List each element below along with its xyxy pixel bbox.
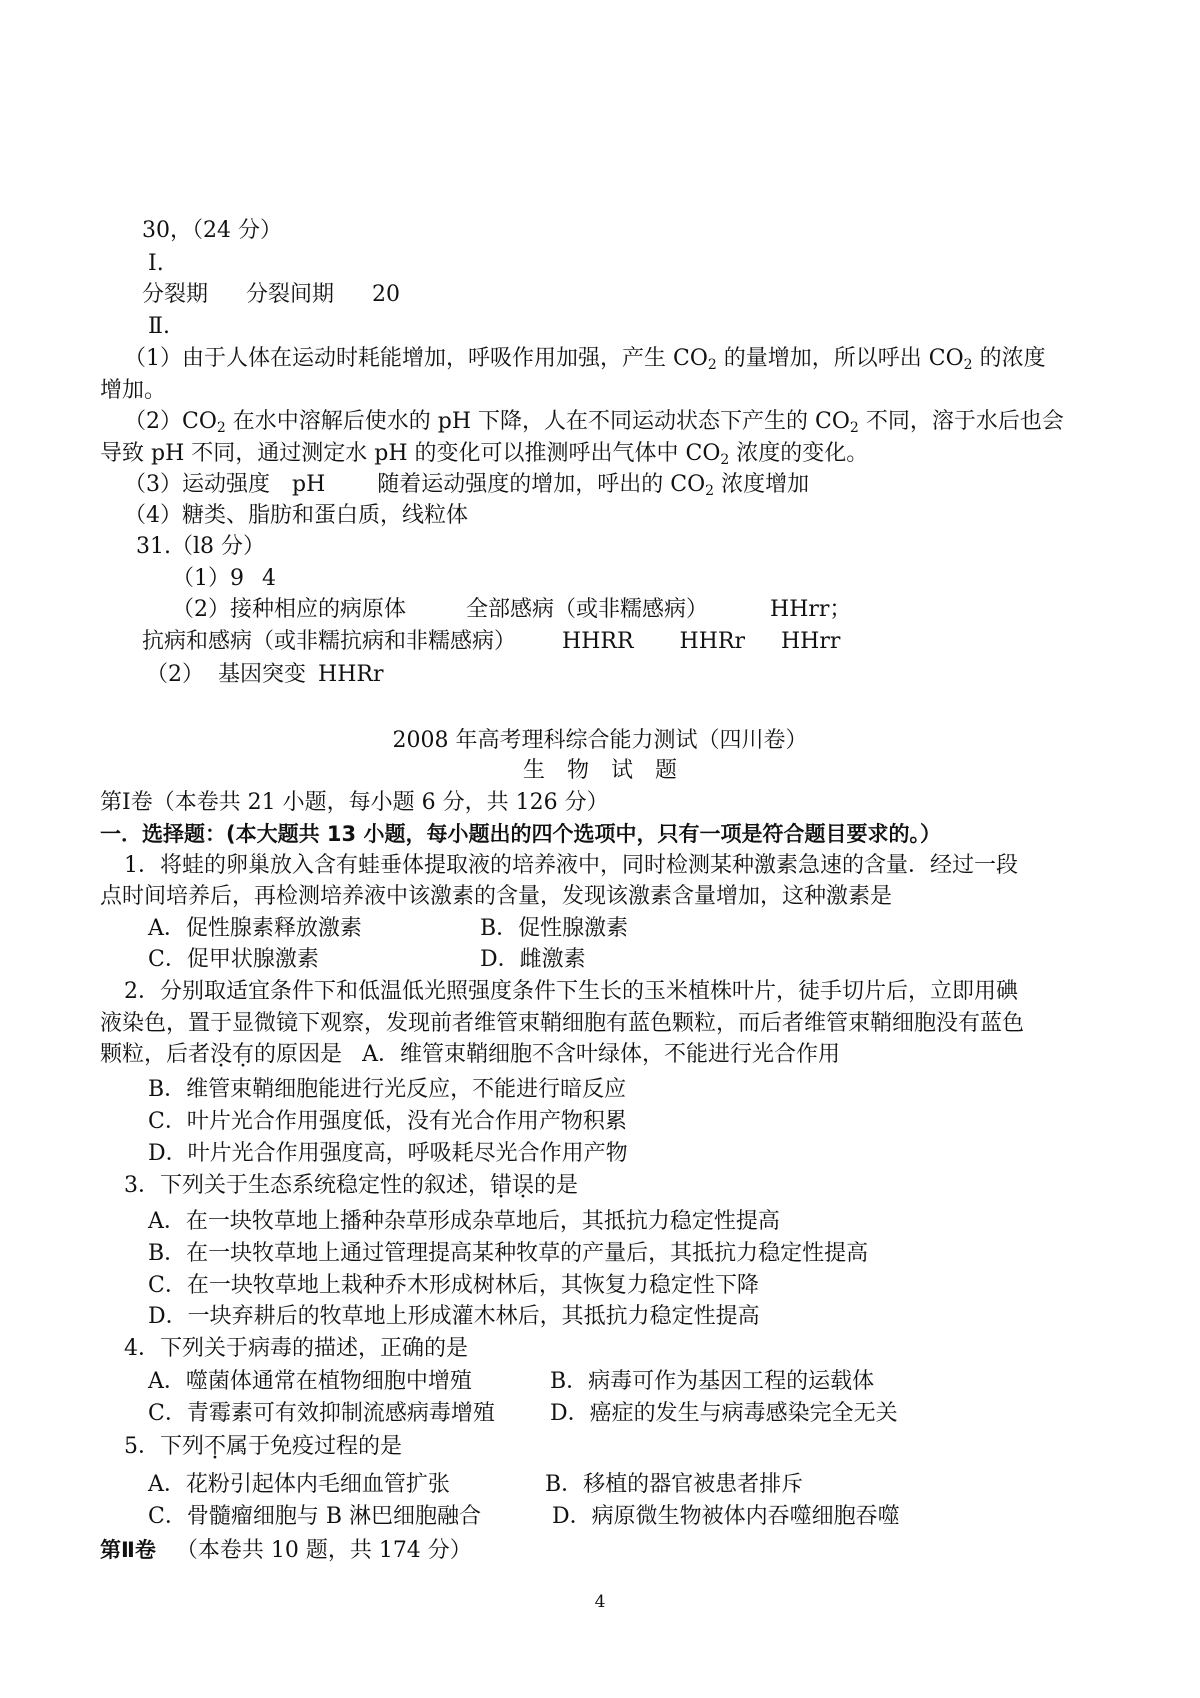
- q4-option-c: C．青霉素可有效抑制流感病毒增殖: [148, 1401, 495, 1426]
- part1-answers: [142, 281, 400, 309]
- q1-option-d: D．雌激素: [480, 947, 586, 972]
- answer-p3: （3）运动强度 pH 随着运动强度的增加，呼出的 $CO_2$ 浓度增加: [124, 472, 810, 499]
- q5-option-b: B．移植的器官被患者排斥: [545, 1472, 804, 1497]
- q4-option-b: B．病毒可作为基因工程的运载体: [550, 1369, 875, 1394]
- q2-stem: 2．分别取适宜条件下和低温低光照强度条件下生长的玉米植株叶片，徒手切片后，立即用碘: [124, 979, 1019, 1004]
- q2-option-a: A．维管束鞘细胞不含叶绿体，不能进行光合作用: [362, 1042, 840, 1067]
- emphasis-dot-char: 不: [204, 1434, 227, 1459]
- part2-label: Ⅱ.: [148, 314, 170, 339]
- part1-label: Ⅰ.: [148, 251, 164, 276]
- q1-stem-cont: 点时间培养后，再检测培养液中该激素的含量，发现该激素含量增加，这种激素是: [100, 884, 893, 909]
- q30-header: 30，（24 分）: [142, 218, 282, 243]
- section2-heading: 第Ⅱ卷 （本卷共 10 题，共 174 分）: [100, 1538, 472, 1563]
- exam-subtitle: 生 物 试 题: [522, 758, 677, 783]
- q31-answer-2: （2）接种相应的病原体 全部感病（或非糯感病） HHrr；: [172, 597, 852, 622]
- emphasis-dot-char: 误: [512, 1173, 535, 1198]
- q3-stem: 3．下列关于生态系统稳定性的叙述，错误的是: [124, 1173, 579, 1198]
- q2-option-d: D．叶片光合作用强度高，呼吸耗尽光合作用产物: [148, 1141, 628, 1166]
- q2-option-c: C．叶片光合作用强度低，没有光合作用产物积累: [148, 1109, 627, 1134]
- q5-option-d: D．病原微生物被体内吞噬细胞吞噬: [552, 1504, 900, 1529]
- answer-p2: $(2)CO_2$ 在水中溶解后使水的 pH 下降，人在不同运动状态下产生的 $CO_2$ 不同，溶于水后也会: [124, 409, 1064, 436]
- q31-header: 31.（l8 分）: [136, 534, 266, 559]
- q2-option-b: B．维管束鞘细胞能进行光反应，不能进行暗反应: [148, 1077, 627, 1102]
- q4-option-a: A．噬菌体通常在植物细胞中增殖: [148, 1369, 472, 1394]
- q31-answer-1: （1）9 4: [172, 566, 276, 591]
- emphasis-dot-char: 没: [210, 1042, 233, 1067]
- section1-heading: 第Ⅰ卷（本卷共 21 小题，每小题 6 分，共 126 分）: [100, 790, 609, 815]
- exam-title: 2008 年高考理科综合能力测试（四川卷）: [392, 728, 808, 753]
- answer-item: 分裂间期: [246, 282, 335, 307]
- q4-stem: 4．下列关于病毒的描述，正确的是: [124, 1336, 468, 1361]
- q5-stem: 5．下列不属于免疫过程的是: [124, 1434, 403, 1459]
- answer-p2-cont: 导致 pH 不同，通过测定水 pH 的变化可以推测呼出气体中 $CO_2$ 浓度的变化。: [100, 441, 869, 468]
- section2-label: 第Ⅱ卷: [100, 1538, 156, 1562]
- answer-item: 分裂期: [142, 282, 209, 307]
- q3-option-d: D．一块弃耕后的牧草地上形成灌木林后，其抵抗力稳定性提高: [148, 1304, 760, 1329]
- choice-section-heading: 一．选择题：(本大题共 13 小题，每小题出的四个选项中，只有一项是符合题目要求的。）: [100, 822, 941, 846]
- q3-option-b: B．在一块牧草地上通过管理提高某种牧草的产量后，其抵抗力稳定性提高: [148, 1241, 869, 1266]
- q3-option-a: A．在一块牧草地上播种杂草形成杂草地后，其抵抗力稳定性提高: [148, 1209, 780, 1234]
- q4-option-d: D．癌症的发生与病毒感染完全无关: [550, 1401, 898, 1426]
- q5-option-a: A．花粉引起体内毛细血管扩张: [148, 1472, 450, 1497]
- q1-option-b: B．促性腺激素: [480, 916, 629, 941]
- answer-p4: （4）糖类、脂肪和蛋白质，线粒体: [124, 503, 468, 528]
- answer-item: 20: [372, 282, 401, 307]
- q2-stem-cont: 液染色，置于显微镜下观察，发现前者维管束鞘细胞有蓝色颗粒，而后者维管束鞘细胞没有蓝色: [100, 1011, 1025, 1036]
- q2-stem-cont2: 颗粒，后者没有的原因是 A．维管束鞘细胞不含叶绿体，不能进行光合作用: [100, 1042, 840, 1067]
- q31-answer-3: （2） 基因突变 HHRr: [146, 662, 384, 687]
- q1-option-c: C．促甲状腺激素: [148, 947, 319, 972]
- answer-p1-cont: 增加。: [100, 378, 167, 403]
- emphasis-dot-char: 有: [232, 1042, 255, 1067]
- q5-option-c: C．骨髓瘤细胞与 B 淋巴细胞融合: [148, 1504, 481, 1529]
- q1-stem: 1．将蛙的卵巢放入含有蛙垂体提取液的培养液中，同时检测某种激素急速的含量．经过一段: [124, 853, 1019, 878]
- answer-p1: （1）由于人体在运动时耗能增加，呼吸作用加强，产生 $CO_2$ 的量增加，所以呼出 $CO_2$ 的浓度: [124, 346, 1046, 373]
- emphasis-dot-char: 错: [490, 1173, 513, 1198]
- page-number: 4: [594, 1592, 606, 1612]
- q31-answer-2b: 抗病和感病（或非糯抗病和非糯感病） HHRR HHRr HHrr: [142, 629, 841, 654]
- q1-option-a: A．促性腺素释放激素: [148, 916, 362, 941]
- q3-option-c: C．在一块牧草地上栽种乔木形成树林后，其恢复力稳定性下降: [148, 1273, 759, 1298]
